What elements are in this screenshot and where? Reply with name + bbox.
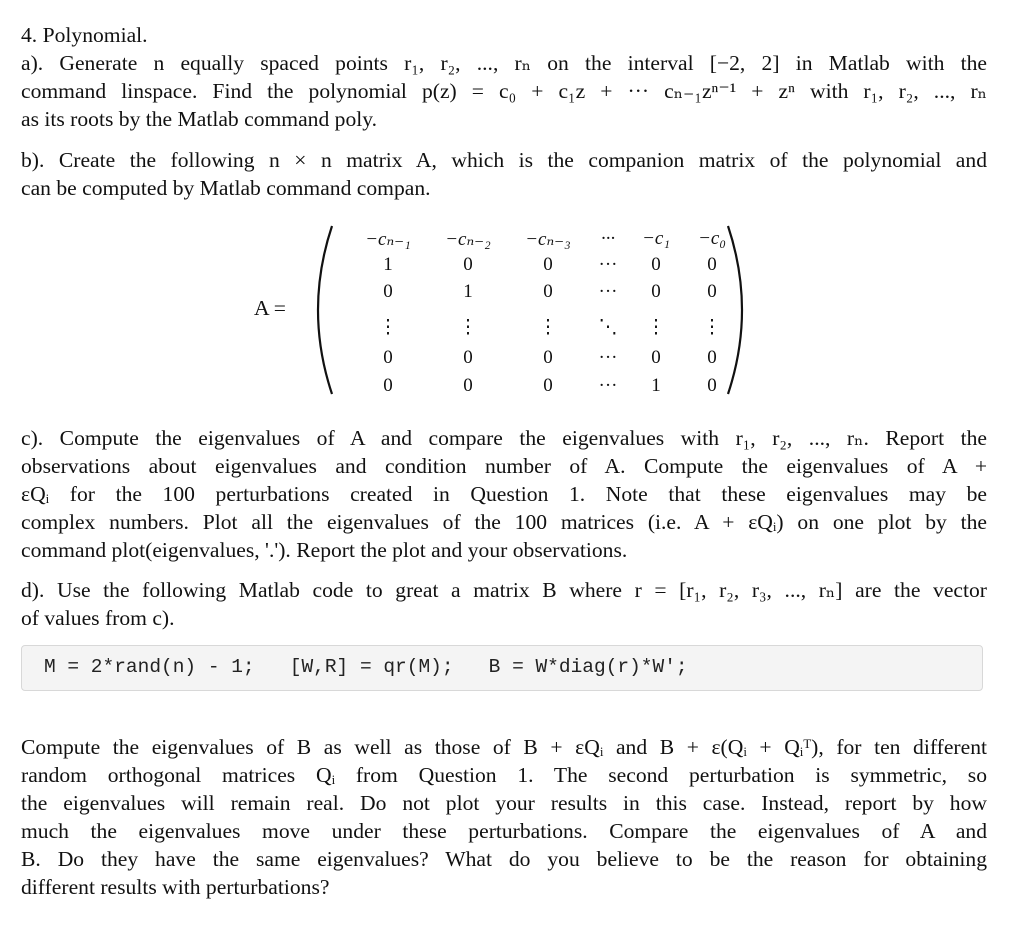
part-c — [21, 424, 987, 564]
matrix-cell: ··· — [598, 375, 618, 396]
matrix-cell: −c₁ — [642, 228, 670, 249]
closing-line: different results with perturbations? — [21, 875, 330, 899]
matrix-cell: −cₙ₋₁ — [365, 229, 411, 250]
closing-line: Compute the eigenvalues of B as well as those of B + εQᵢ and B + ε(Qᵢ + Qᵢᵀ), for ten different — [21, 735, 987, 759]
matrix-cell: 0 — [383, 347, 393, 368]
matrix-cell: 0 — [707, 254, 717, 275]
matrix-cell: ⋮ — [538, 317, 558, 338]
part-d — [21, 576, 987, 632]
matrix-cell: 0 — [707, 347, 717, 368]
closing-line: random orthogonal matrices Qᵢ from Question 1. The second perturbation is symmetric, so — [21, 763, 987, 787]
matrix-cell: 0 — [543, 254, 553, 275]
matrix-cell: 0 — [543, 281, 553, 302]
matrix-cell: 1 — [651, 375, 661, 396]
matrix-cell: ··· — [598, 347, 618, 368]
matrix-cell: ··· — [600, 228, 616, 249]
closing-line: the eigenvalues will remain real. Do not plot your results in this case. Instead, report by how — [21, 791, 987, 815]
part-c-line: observations about eigenvalues and condition number of A. Compute the eigenvalues of A + — [21, 454, 987, 478]
heading — [21, 21, 987, 49]
matrix-cell: 0 — [707, 375, 717, 396]
closing-line: B. Do they have the same eigenvalues? What do you believe to be the reason for obtaining — [21, 847, 987, 871]
closing-paragraph — [21, 733, 987, 901]
part-c-line: command plot(eigenvalues, '.'). Report the plot and your observations. — [21, 538, 628, 562]
matrix-label: A = — [254, 296, 286, 320]
part-b-line: b). Create the following n × n matrix A, which is the companion matrix of the polynomial and — [21, 148, 987, 172]
matrix-cell: 0 — [651, 254, 661, 275]
matrix-cell: 0 — [651, 347, 661, 368]
part-c-line: c). Compute the eigenvalues of A and compare the eigenvalues with r₁, r₂, ..., rₙ. Report the — [21, 426, 987, 450]
matrix-cell: 1 — [383, 254, 393, 275]
matrix-cell: ⋮ — [378, 317, 398, 338]
closing-line: much the eigenvalues move under these perturbations. Compare the eigenvalues of A and — [21, 819, 987, 843]
matrix-cell: 0 — [543, 375, 553, 396]
matrix-cell: −cₙ₋₂ — [445, 229, 491, 250]
matrix-cell: ⋮ — [646, 317, 666, 338]
matrix-cell: 0 — [463, 254, 473, 275]
matrix-cell: ⋱ — [598, 317, 618, 338]
matrix-cell: 0 — [463, 347, 473, 368]
matrix-cell: 0 — [543, 347, 553, 368]
matrix-cell: ⋮ — [702, 317, 722, 338]
code-block — [21, 645, 983, 691]
code-text: M = 2*rand(n) - 1; [W,R] = qr(M); B = W*diag(r)*W'; — [44, 656, 688, 678]
part-b-line: can be computed by Matlab command compan. — [21, 176, 431, 200]
matrix-cell: 0 — [463, 375, 473, 396]
left-paren — [318, 226, 332, 394]
companion-matrix — [300, 220, 750, 400]
part-a-line: a). Generate n equally spaced points r₁, r₂, ..., rₙ on the interval [−2, 2] in Matlab with the — [21, 51, 987, 75]
part-b — [21, 146, 987, 202]
matrix-cell: −cₙ₋₃ — [525, 229, 571, 250]
heading-text: 4. Polynomial. — [21, 23, 148, 47]
matrix-cell: 0 — [651, 281, 661, 302]
part-c-line: complex numbers. Plot all the eigenvalues of the 100 matrices (i.e. A + εQᵢ) on one plot by the — [21, 510, 987, 534]
matrix-cell: −c₀ — [698, 228, 726, 249]
part-a — [21, 49, 987, 133]
matrix-cell: ··· — [598, 281, 618, 302]
matrix-cell: ⋮ — [458, 317, 478, 338]
part-d-line: of values from c). — [21, 606, 175, 630]
matrix-cell: 0 — [383, 375, 393, 396]
part-a-line: command linspace. Find the polynomial p(z) = c₀ + c₁z + ··· cₙ₋₁zⁿ⁻¹ + zⁿ with r₁, r₂, ..., rₙ — [21, 79, 987, 103]
part-d-line: d). Use the following Matlab code to great a matrix B where r = [r₁, r₂, r₃, ..., rₙ] are the vector — [21, 578, 987, 602]
part-a-line: as its roots by the Matlab command poly. — [21, 107, 378, 131]
matrix-cell: 0 — [383, 281, 393, 302]
matrix-cell: ··· — [598, 254, 618, 275]
matrix-cell: 0 — [707, 281, 717, 302]
matrix-cell: 1 — [463, 281, 473, 302]
part-c-line: εQᵢ for the 100 perturbations created in Question 1. Note that these eigenvalues may be — [21, 482, 987, 506]
